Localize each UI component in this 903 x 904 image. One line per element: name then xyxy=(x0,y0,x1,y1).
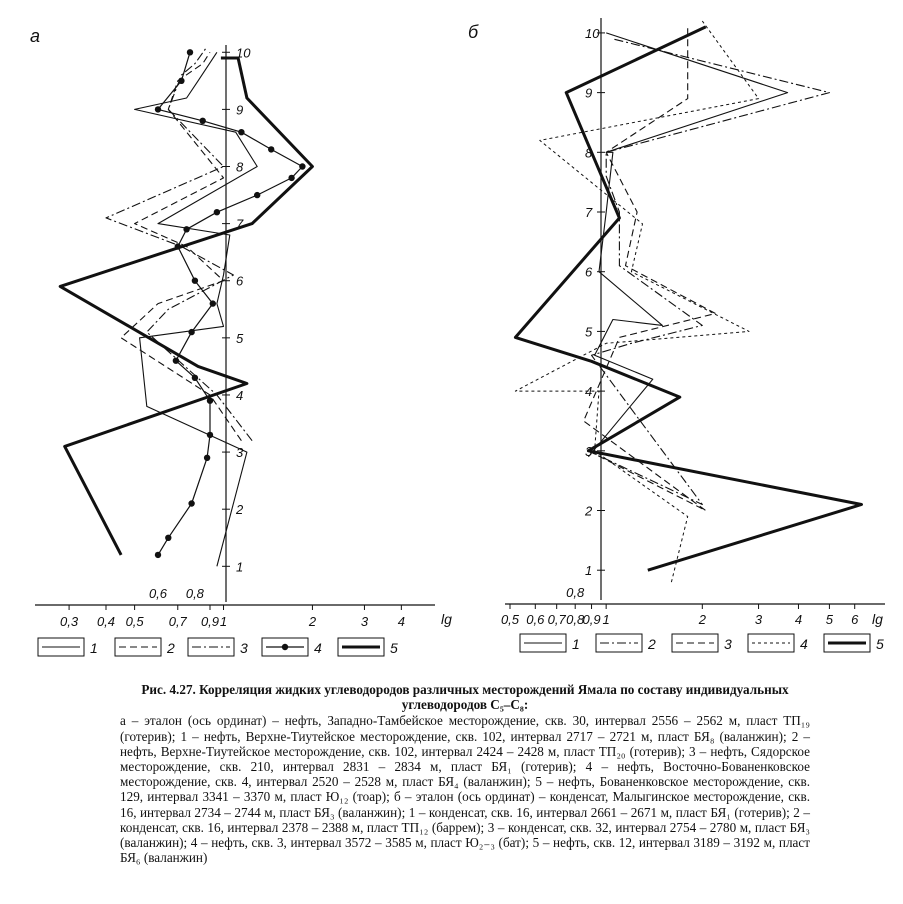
panel-b-extra-x-tick-label: 0,8 xyxy=(566,585,585,600)
panel-b-y-tick-label: 10 xyxy=(585,25,600,41)
panel-a-series-4-point xyxy=(155,106,161,112)
panel-a-xlabel: lg xyxy=(441,611,452,627)
legend-a-entry-label: 3 xyxy=(240,640,248,656)
panel-a-series-4-point xyxy=(178,78,184,84)
panel-a-x-tick-label: 0,5 xyxy=(125,614,144,629)
panel-b-x-tick-label: 2 xyxy=(698,612,706,627)
panel-b-x-tick-label: 0,5 xyxy=(500,612,520,627)
panel-a-series-4-point xyxy=(165,535,171,541)
panel-a-x-tick-label: 3 xyxy=(360,614,369,629)
panel-a-series-4-point xyxy=(254,192,260,198)
panel-b-x-tick-label: 0,9 xyxy=(582,612,601,627)
legend-a-entry-label: 1 xyxy=(90,640,98,656)
panel-b-series-4-line xyxy=(515,21,758,582)
panel-a-series-4-point xyxy=(188,329,194,335)
caption-title: Рис. 4.27. Корреляция жидких углеводородов различных месторождений Ямала по составу индивидуальных углеводородов С₅–С₈: xyxy=(141,682,789,713)
panel-a-series-4-point xyxy=(183,226,189,232)
legend-a xyxy=(38,638,398,656)
panel-a-series-4-point xyxy=(173,358,179,364)
legend-b-entry-label: 5 xyxy=(876,636,884,652)
panel-a-series-4-point xyxy=(192,375,198,381)
panel-a-series-4-point xyxy=(188,500,194,506)
panel-b-x-tick-label: 3 xyxy=(754,612,763,627)
panel-a-extra-x-tick-label: 0,8 xyxy=(185,586,204,601)
panel-a-series-4-point xyxy=(207,432,213,438)
panel-b-series-2-line xyxy=(588,39,829,505)
panel-a-x-tick-label: 1 xyxy=(219,614,228,629)
panel-b-y-tick-label: 5 xyxy=(585,324,593,340)
legend-a-entry-label: 4 xyxy=(314,640,322,656)
caption-text: а – эталон (ось ординат) – нефть, Западно-Тамбейское месторождение, скв. 30, интервал 2556 – 2562 м, пласт ТП₁₉ (готерив); 1 – нефть, Верхне-Тиутейское месторождение, скв. 102, интервал 2717 – 2721 м, пласт БЯ₈ (валанжин); 2 – нефть, Верхне-Тиутейское месторождение, скв. 102, интервал 2424 – 2428 м, пласт ТП₂₀ (готерив); 3 – нефть, Сядорское месторождение, скв. 210, интервал 2831 – 2834 м, пласт БЯ₁ (готерив); 4 – нефть, Восточно-Бованенковское месторождение, скв. 4, интервал 2520 – 2528 м, пласт БЯ₄ (валанжин); 5 – нефть, Бованенковское месторождение, скв. 129, интервал 3341 – 3370 м, пласт Ю₁₂ (тоар); б – эталон (ось ординат) – конденсат, Малыгинское месторождение, скв. 16, интервал 2734 – 2744 м, пласт БЯ₃ (валанжин); 1 – конденсат, скв. 16, интервал 2661 – 2671 м, пласт БЯ₁ (готерив); 2 – конденсат, скв. 16, интервал 2378 – 2388 м, пласт ТП₁₂ (баррем); 3 – конденсат, скв. 32, интервал 2754 – 2780 м, пласт БЯ₃ (валанжин); 4 – нефть, скв. 3, интервал 3572 – 3585 м, пласт Ю₂₋₃ (бат); 5 – нефть, скв. 12, интервал 3189 – 3192 м, пласт БЯ₆ (валанжин) xyxy=(120,713,810,866)
panel-a-series-4-point xyxy=(187,49,193,55)
panel-a-ticks xyxy=(60,45,405,629)
legend-b-entry-label: 4 xyxy=(800,636,808,652)
panel-b-y-tick-label: 7 xyxy=(585,205,593,221)
panel-a-x-tick-label: 0,7 xyxy=(168,614,187,629)
panel-a-y-tick-label: 4 xyxy=(236,387,244,403)
panel-b-y-tick-label: 1 xyxy=(585,563,593,579)
legend-b-entry-label: 3 xyxy=(724,636,732,652)
panel-a-series-4-point xyxy=(192,278,198,284)
panel-a-y-tick-label: 3 xyxy=(236,445,244,461)
panel-b xyxy=(468,18,885,627)
panel-a-x-tick-label: 0,3 xyxy=(60,614,79,629)
legend-a-entry-label: 2 xyxy=(167,640,175,656)
panel-a-y-tick-label: 5 xyxy=(236,330,244,346)
panel-b-y-tick-label: 6 xyxy=(585,264,593,280)
panel-a-series-5-line xyxy=(60,58,312,555)
legend-b-entry-label: 1 xyxy=(572,636,580,652)
panel-a-y-tick-label: 2 xyxy=(236,502,244,518)
panel-b-y-tick-label: 8 xyxy=(585,145,593,161)
panel-b-y-tick-label: 9 xyxy=(585,85,593,101)
panel-a-series-4-point xyxy=(214,209,220,215)
panel-a-y-tick-label: 6 xyxy=(236,273,244,289)
legend-b-entry-label: 2 xyxy=(648,636,656,652)
panel-b-xlabel: lg xyxy=(872,611,883,627)
panel-b-x-tick-label: 1 xyxy=(602,612,610,627)
panel-b-series-5-line xyxy=(515,27,861,570)
panel-b-x-tick-label: 5 xyxy=(825,612,834,627)
panel-a xyxy=(30,26,452,629)
panel-a-x-tick-label: 0,4 xyxy=(96,614,116,629)
panel-a-series-4-point xyxy=(268,146,274,152)
panel-b-y-tick-label: 2 xyxy=(585,503,593,519)
panel-a-series-4-point xyxy=(204,455,210,461)
panel-a-series-4-point xyxy=(200,118,206,124)
panel-a-series-4-point xyxy=(299,163,305,169)
legend-b xyxy=(520,634,884,652)
panel-a-y-tick-label: 10 xyxy=(236,45,251,61)
panel-a-series-4-point xyxy=(155,552,161,558)
figure-caption xyxy=(120,682,810,865)
legend-a-key-marker xyxy=(282,644,288,650)
panel-b-series xyxy=(515,21,861,582)
panel-a-y-tick-label: 8 xyxy=(236,159,244,175)
legend-a-entry-label: 5 xyxy=(390,640,398,656)
panel-b-y-tick-label: 3 xyxy=(585,443,593,459)
panel-a-series-4-point xyxy=(288,175,294,181)
panel-b-x-tick-label: 0,6 xyxy=(526,612,545,627)
panel-a-x-tick-label: 2 xyxy=(308,614,317,629)
panel-a-y-tick-label: 7 xyxy=(236,216,244,232)
panel-b-label: б xyxy=(468,22,479,42)
panel-b-ticks xyxy=(501,26,859,627)
panel-a-extra-x-tick-label: 0,6 xyxy=(148,586,168,601)
panel-a-series-4-point xyxy=(210,300,216,306)
panel-a-series xyxy=(60,47,312,567)
panel-a-y-tick-label: 1 xyxy=(236,559,244,575)
panel-a-label: а xyxy=(30,26,41,46)
panel-b-x-tick-label: 6 xyxy=(851,612,859,627)
panel-b-y-tick-label: 4 xyxy=(585,384,593,400)
panel-a-series-4-point xyxy=(238,129,244,135)
panel-b-x-tick-label: 0,8 xyxy=(566,612,585,627)
panel-b-x-tick-label: 4 xyxy=(794,612,803,627)
panel-a-x-tick-label: 4 xyxy=(397,614,405,629)
panel-a-y-tick-label: 9 xyxy=(236,102,244,118)
panel-b-x-tick-label: 0,7 xyxy=(547,612,566,627)
panel-a-x-tick-label: 0,9 xyxy=(200,614,220,629)
